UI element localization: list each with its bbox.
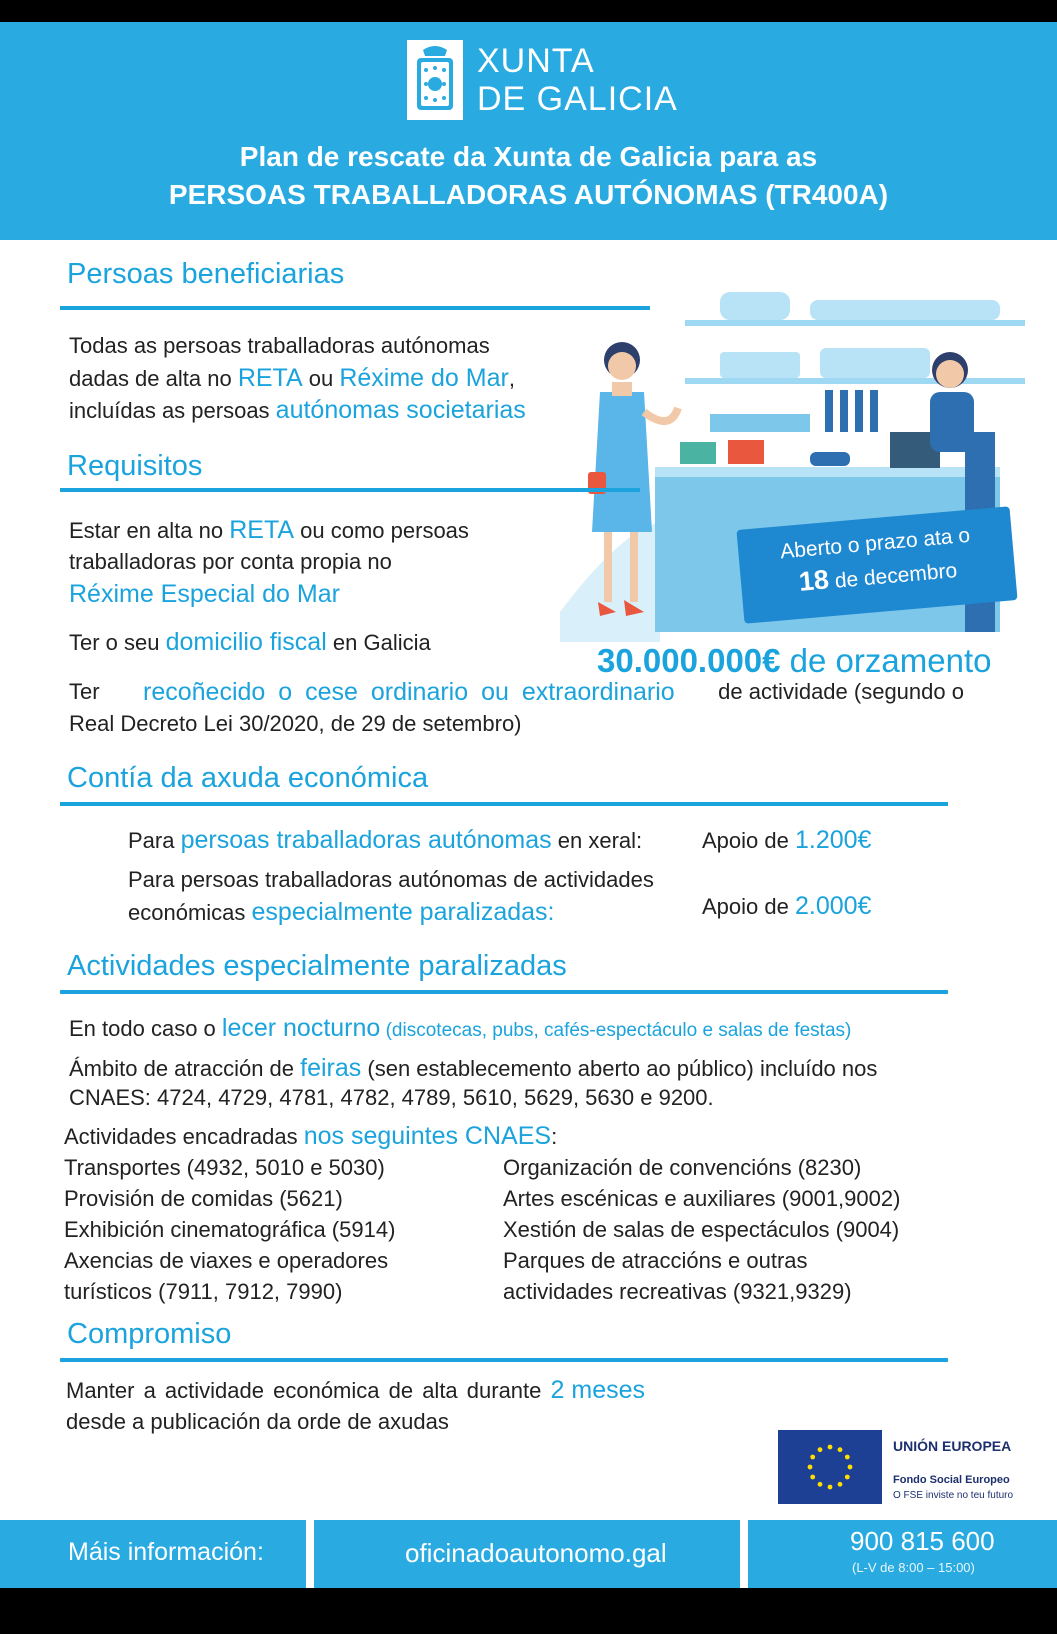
section-heading-requisitos: Requisitos [67,450,203,482]
deadline-date: 18 de decembro [797,559,959,597]
section-rule [60,488,640,492]
deadline-text: Aberto o prazo ata o [779,523,971,564]
cnae-list-right-item: Parques de atraccións e outras [503,1248,808,1273]
xunta-coat-of-arms-icon [407,40,463,120]
title-line-2: PERSOAS TRABALLADORAS AUTÓNOMAS (TR400A) [168,179,889,210]
actividades-line-1: En todo caso o lecer nocturno (discotecas, pubs, cafés-espectáculo e salas de festas) [69,1014,852,1042]
cnae-list-left-item: Transportes (4932, 5010 e 5030) [64,1155,385,1180]
contia-amount-paralizadas: Apoio de 2.000€ [702,892,872,920]
section-heading-beneficiarias: Persoas beneficiarias [67,258,345,290]
beneficiarias-line-1: Todas as persoas traballadoras autónomas [69,333,490,358]
cnae-list-left-item: Exhibición cinematográfica (5914) [64,1217,396,1242]
requisitos-line-3: Réxime Especial do Mar [69,580,340,608]
cnae-list-right-item: actividades recreativas (9321,9329) [503,1279,852,1304]
cnae-list-right-item: Xestión de salas de espectáculos (9004) [503,1217,900,1242]
info-label: Máis información: [68,1538,264,1566]
contia-line-1: Para persoas traballadoras autónomas en xeral: [128,826,643,854]
logo-line-2: DE GALICIA [477,80,678,118]
section-rule [60,990,948,994]
cnae-list-right-item: Artes escénicas e auxiliares (9001,9002) [503,1186,901,1211]
requisitos-line-4: Ter o seu domicilio fiscal en Galicia [69,628,431,656]
requisitos-line-6: Real Decreto Lei 30/2020, de 29 de setembro) [69,711,522,736]
phone-hours: (L-V de 8:00 – 15:00) [852,1560,975,1575]
phone-number[interactable]: 900 815 600 [850,1526,995,1556]
cnae-list-left-item: turísticos (7911, 7912, 7990) [64,1279,343,1304]
contia-amount-general: Apoio de 1.200€ [702,826,872,854]
page-title [0,138,1057,214]
poster [0,22,1057,1588]
logo-text [477,42,678,118]
cnae-list-left-item: Provisión de comidas (5621) [64,1186,343,1211]
actividades-line-2: Ámbito de atracción de feiras (sen establecemento aberto ao público) incluído nos [69,1054,878,1082]
requisitos-line-2: traballadoras por conta propia no [69,549,392,574]
actividades-line-4: Actividades encadradas nos seguintes CNAES: [64,1122,558,1150]
cnae-list-left-item: Axencias de viaxes e operadores [64,1248,389,1273]
header [0,22,1057,240]
requisitos-line-1: Estar en alta no RETA ou como persoas [69,516,469,544]
footer [0,1520,1057,1588]
footer-divider [306,1520,314,1588]
contia-line-3: económicas especialmente paralizadas: [128,898,555,926]
eu-fund-label: Fondo Social Europeo [893,1474,1010,1486]
eu-label: UNIÓN EUROPEA [893,1438,1012,1454]
beneficiarias-line-3: incluídas as persoas autónomas societarias [69,396,526,424]
section-rule [60,306,650,310]
eu-slogan: O FSE inviste no teu futuro [893,1490,1014,1501]
cnae-list-right-item: Organización de convencións (8230) [503,1155,862,1180]
title-line-1: Plan de rescate da Xunta de Galicia para as [239,141,818,172]
eu-flag-icon [778,1430,882,1504]
section-rule [60,1358,948,1362]
beneficiarias-line-2: dadas de alta no RETA ou Réxime do Mar, [69,364,515,392]
website-link[interactable]: oficinadoautonomo.gal [405,1538,667,1568]
logo-line-1: XUNTA [477,42,595,80]
contia-line-2: Para persoas traballadoras autónomas de actividades [128,867,654,892]
section-heading-contia: Contía da axuda económica [67,762,429,794]
section-rule [60,802,948,806]
footer-divider [740,1520,748,1588]
actividades-line-3: CNAES: 4724, 4729, 4781, 4782, 4789, 5610, 5629, 5630 e 9200. [69,1085,714,1110]
compromiso-line-1: Manter a actividade económica de alta durante 2 meses [66,1376,645,1404]
budget-amount: 30.000.000€ de orzamento [597,642,992,679]
compromiso-line-2: desde a publicación da orde de axudas [66,1409,449,1434]
section-heading-actividades: Actividades especialmente paralizadas [67,950,567,982]
section-heading-compromiso: Compromiso [67,1318,232,1350]
requisitos-line-5: Ter recoñecido o cese ordinario ou extraordinario de actividade (segundo o [69,678,964,706]
